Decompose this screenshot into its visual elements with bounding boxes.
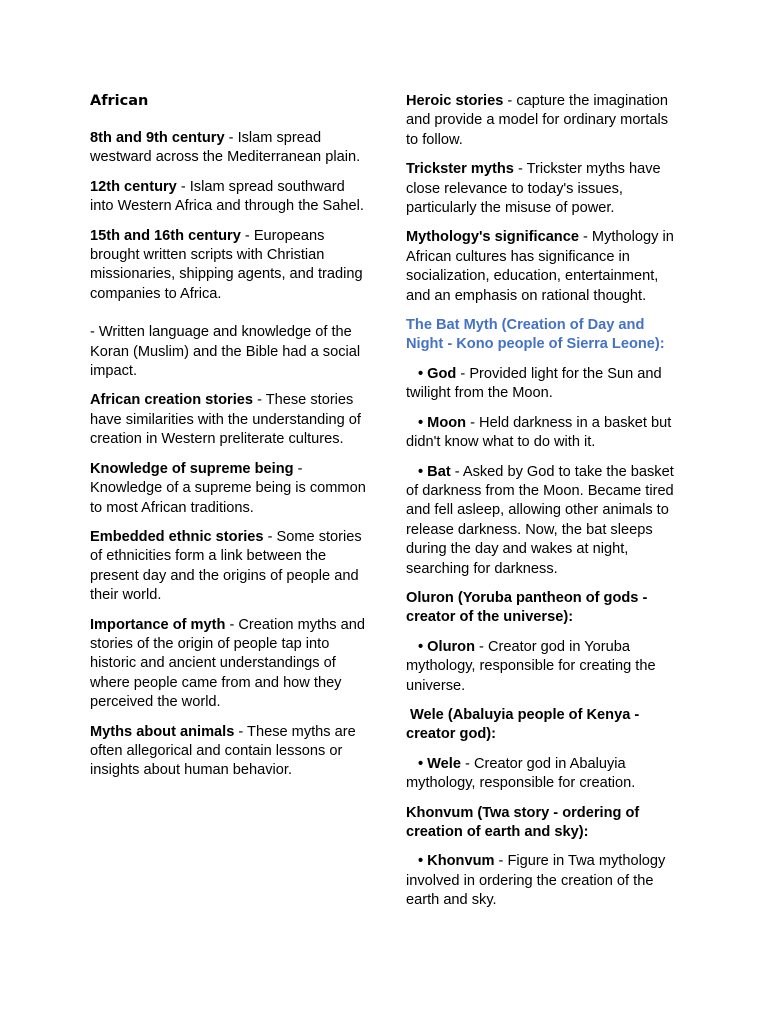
entry-mythology-significance (406, 228, 684, 306)
entry-desc: - Islam spread southward into Western Africa and through the Sahel. (90, 178, 364, 215)
entry-desc: - Mythology in African cultures has significance in socialization, education, entertainment, and an emphasis on rational thought. (406, 229, 674, 304)
item-desc: - Creator god in Yoruba mythology, responsible for creating the universe. (406, 638, 656, 694)
wele-item (406, 755, 684, 794)
item-term: • Oluron (418, 638, 475, 655)
entry-desc: - Islam spread westward across the Mediterranean plain. (90, 130, 361, 166)
entry-12th-century (90, 178, 366, 217)
bat-myth-heading: The Bat Myth (Creation of Day and Night - Kono people of Sierra Leone): (406, 317, 665, 353)
bat-item-god (406, 365, 684, 404)
entry-term: Importance of myth (90, 616, 226, 633)
entry-term: 12th century (90, 178, 177, 195)
item-term: • God (418, 365, 457, 382)
oluron-item (406, 638, 684, 696)
item-term: • Khonvum (418, 853, 495, 870)
khonvum-item (406, 852, 684, 910)
item-desc: - Provided light for the Sun and twilight from the Moon. (406, 365, 662, 402)
entry-desc: - Some stories of ethnicities form a link between the present day and the origins of people and their world. (90, 528, 362, 604)
entry-term: Mythology's significance (406, 229, 579, 246)
item-desc: - Asked by God to take the basket of darkness from the Moon. Became tired and fell asleep, allowing other animals to release darkness. Now, the bat sleeps during the day and wakes at night, searching for darkness. (406, 463, 674, 577)
written-language-note: - Written language and knowledge of the Koran (Muslim) and the Bible had a social impact. (90, 324, 361, 380)
right-column (406, 92, 684, 921)
item-desc: - Figure in Twa mythology involved in ordering the creation of the earth and sky. (406, 853, 666, 909)
entry-desc: - Europeans brought written scripts with Christian missionaries, shipping agents, and trading companies to Africa. (90, 227, 363, 302)
item-term: • Moon (418, 414, 467, 431)
entry-importance-of-myth (90, 616, 366, 713)
bat-item-bat (406, 463, 684, 579)
entry-8th-9th-century (90, 129, 366, 168)
bat-item-moon (406, 414, 684, 453)
entry-desc: - These myths are often allegorical and contain lessons or insights about human behavior. (90, 723, 356, 779)
entry-term: African creation stories (90, 392, 254, 409)
entry-supreme-being (90, 460, 366, 518)
document-title: African (90, 93, 149, 109)
khonvum-heading: Khonvum (Twa story - ordering of creation of earth and sky): (406, 804, 640, 840)
entry-heroic-stories (406, 92, 684, 150)
item-term: • Bat (418, 463, 451, 480)
entry-desc: - capture the imagination and provide a model for ordinary mortals to follow. (406, 93, 669, 148)
item-term: • Wele (418, 755, 461, 772)
entry-trickster-myths (406, 160, 684, 218)
entry-desc: - These stories have similarities with the understanding of creation in Western preliterate cultures. (90, 392, 361, 448)
entry-desc: - Creation myths and stories of the origin of people tap into historic and ancient understandings of where people came from and how they perceived the world. (90, 616, 365, 711)
entry-term: Knowledge of supreme being (90, 460, 294, 477)
left-column (90, 92, 366, 791)
entry-desc: - Trickster myths have close relevance to today's issues, particularly the misuse of power. (406, 161, 661, 217)
item-desc: - Creator god in Abaluyia mythology, responsible for creation. (406, 755, 636, 792)
entry-term: Heroic stories (406, 93, 504, 109)
entry-term: Myths about animals (90, 723, 235, 740)
entry-term: Trickster myths (406, 161, 514, 178)
entry-term: 8th and 9th century (90, 130, 225, 146)
item-desc: - Held darkness in a basket but didn't know what to do with it. (406, 414, 672, 451)
wele-heading: Wele (Abaluyia people of Kenya - creator god): (406, 706, 640, 743)
entry-15th-16th-century (90, 227, 366, 305)
entry-myths-about-animals (90, 723, 366, 781)
entry-term: 15th and 16th century (90, 227, 241, 244)
entry-embedded-ethnic-stories (90, 528, 366, 606)
entry-african-creation-stories (90, 391, 366, 449)
entry-term: Embedded ethnic stories (90, 528, 264, 545)
oluron-heading: Oluron (Yoruba pantheon of gods - creator of the universe): (406, 589, 648, 626)
entry-desc: - Knowledge of a supreme being is common to most African traditions. (90, 460, 366, 516)
